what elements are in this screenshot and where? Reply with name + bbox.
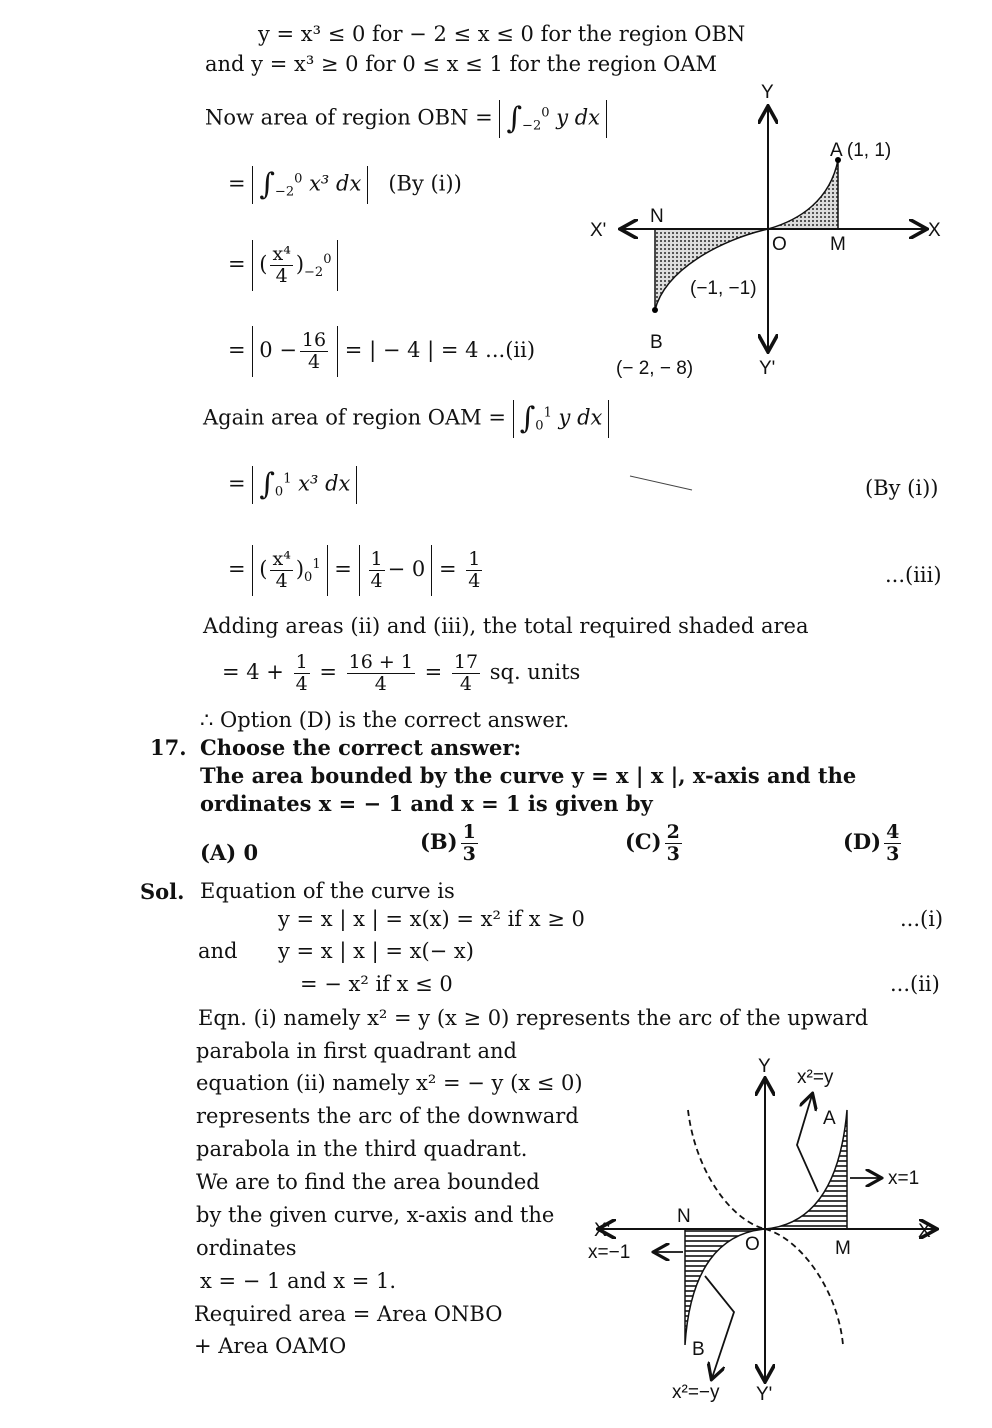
- term: 0 −: [259, 337, 297, 362]
- adding-text: Adding areas (ii) and (iii), the total required shaded area: [203, 614, 809, 638]
- term: = 4 +: [222, 659, 284, 684]
- total-area: = 4 + $\frac{1}{4}$ = $\frac{16 + 1}{4}$ = $\frac{17}{4}$ sq. units: [222, 651, 581, 695]
- numerator: 17: [453, 651, 479, 673]
- integrand: x³ dx: [309, 171, 362, 196]
- label-y-prime: Y': [759, 358, 776, 379]
- label-x-eq-neg1: x=−1: [588, 1242, 631, 1263]
- label-up-parabola: x²=y: [797, 1067, 834, 1088]
- abs-bracket: ( $\frac{\text{x⁴}}{4}$ )$_0^1$: [252, 545, 327, 596]
- abs-bracket: ( $\frac{\text{x⁴}}{4}$ )$_{-2}^0$: [252, 240, 338, 291]
- units: sq. units: [489, 659, 581, 684]
- point-b: [652, 307, 658, 313]
- label-n: N: [677, 1206, 691, 1227]
- label-x-prime: X': [590, 220, 607, 241]
- sol-label: Sol.: [140, 879, 185, 904]
- label-y: Y: [758, 1056, 771, 1077]
- tag-iii: ...(iii): [885, 563, 942, 587]
- label-y: Y: [761, 82, 774, 103]
- question-heading: Choose the correct answer:: [200, 735, 522, 760]
- para-line: parabola in first quadrant and: [196, 1039, 517, 1063]
- label-a: A: [823, 1108, 836, 1129]
- denominator: 4: [275, 264, 288, 287]
- upper-limit: 0: [294, 171, 303, 187]
- integrand: y dx: [558, 405, 603, 430]
- numerator: 2: [666, 821, 680, 843]
- equation-1: y = x | x | = x(x) = x² if x ≥ 0: [278, 907, 585, 931]
- option-label: (C): [625, 828, 662, 854]
- step-1: = $\int_{-2}^0$ x³ dx (By (i)): [228, 167, 462, 202]
- upper-limit: 1: [283, 471, 292, 487]
- region-obn-condition: y = x³ ≤ 0 for − 2 ≤ x ≤ 0 for the region OBN: [258, 22, 746, 46]
- lower-limit: −2: [274, 184, 295, 200]
- and-word: and: [198, 939, 238, 963]
- step-4: = $\int_0^1$ x³ dx: [228, 466, 357, 504]
- denominator: 3: [462, 842, 476, 865]
- denominator: 4: [374, 672, 387, 695]
- para-line: + Area OAMO: [194, 1334, 347, 1358]
- figure-cubic: [590, 82, 941, 379]
- integrand: y dx: [556, 105, 601, 130]
- reference: (By (i)): [388, 171, 462, 196]
- numerator: 16 + 1: [348, 651, 413, 673]
- para-line: represents the arc of the downward: [196, 1104, 579, 1128]
- term: − 0: [387, 556, 426, 581]
- shaded-region-oam: [768, 160, 838, 229]
- region-oam-condition: and y = x³ ≥ 0 for 0 ≤ x ≤ 1 for the region OAM: [205, 52, 718, 76]
- denominator: 4: [295, 672, 308, 695]
- sol-intro: Equation of the curve is: [200, 879, 455, 903]
- para-line: x = − 1 and x = 1.: [200, 1269, 397, 1293]
- equation-2b: = − x² if x ≤ 0: [300, 972, 453, 996]
- abs-integral: $\int_0^1$ x³ dx: [252, 466, 357, 504]
- para-line: Eqn. (i) namely x² = y (x ≥ 0) represents the arc of the upward: [198, 1006, 869, 1030]
- numerator: 1: [468, 548, 481, 570]
- lower-limit: −2: [522, 118, 542, 134]
- upper-limit: 0: [323, 251, 332, 267]
- abs-integral: $\int_{-2}^0$ x³ dx: [252, 166, 368, 204]
- upper-limit: 0: [541, 105, 550, 121]
- label-m: M: [835, 1238, 851, 1259]
- numerator: x⁴: [272, 243, 291, 265]
- denominator: 4: [459, 672, 472, 695]
- question-text-1: The area bounded by the curve y = x | x |, x-axis and the: [200, 763, 857, 788]
- conclusion: ∴ Option (D) is the correct answer.: [200, 708, 570, 732]
- numerator: 4: [886, 821, 900, 843]
- abs-integral: $\int_0^1$ y dx: [513, 400, 610, 438]
- integrand: x³ dx: [298, 471, 351, 496]
- label-y-prime: Y': [756, 1384, 773, 1405]
- step-3: = 0 − $\frac{16}{4}$ = | − 4 | = 4 ...(ii): [228, 326, 535, 377]
- reference-by-i: (By (i)): [865, 476, 939, 500]
- pointer-down-parabola: [705, 1276, 734, 1378]
- abs-integral: $\int_{-2}^0$ y dx: [499, 100, 607, 138]
- lower-limit: 0: [304, 570, 313, 586]
- denominator: 4: [370, 569, 383, 592]
- denominator: 3: [886, 842, 900, 865]
- label-n: N: [650, 206, 664, 227]
- label-down-parabola: x²=−y: [672, 1382, 720, 1403]
- upper-limit: 1: [312, 556, 321, 572]
- lower-limit: 0: [274, 484, 284, 500]
- tag-ii: ...(ii): [890, 972, 940, 996]
- numerator: 1: [370, 548, 383, 570]
- step-5: = ( $\frac{\text{x⁴}}{4}$ )$_0^1$ = $\frac{1}{4}$ − 0 = $\frac{1}{4}$: [228, 545, 485, 596]
- dashed-parabola-left: [688, 1110, 765, 1229]
- numerator: 1: [462, 821, 476, 843]
- figure-parabolas: [588, 1056, 935, 1405]
- denominator: 4: [275, 569, 288, 592]
- label-x: X: [928, 220, 941, 241]
- denominator: 4: [468, 569, 481, 592]
- label-o: O: [772, 234, 787, 255]
- para-line: Required area = Area ONBO: [194, 1302, 503, 1326]
- option-label: (A): [200, 840, 237, 865]
- label-x-prime: X': [594, 1220, 611, 1241]
- label-x: X: [918, 1221, 931, 1242]
- numerator: x⁴: [272, 548, 291, 570]
- stray-mark: [630, 476, 692, 490]
- question-number: 17.: [150, 735, 187, 760]
- option-label: (D): [843, 828, 882, 854]
- denominator: 3: [666, 842, 680, 865]
- para-line: parabola in the third quadrant.: [196, 1137, 528, 1161]
- label: Again area of region OAM =: [203, 405, 506, 430]
- option-value: 0: [243, 840, 259, 865]
- step-2: = ( $\frac{\text{x⁴}}{4}$ )$_{-2}^0$: [228, 240, 338, 291]
- para-line: by the given curve, x-axis and the: [196, 1203, 555, 1227]
- label-b-coord: (− 2, − 8): [616, 358, 694, 379]
- numerator: 1: [295, 651, 308, 673]
- equation-2a: y = x | x | = x(− x): [278, 939, 474, 963]
- para-line: We are to find the area bounded: [196, 1170, 540, 1194]
- tag-i: ...(i): [900, 907, 944, 931]
- option-label: (B): [420, 828, 458, 854]
- para-line: equation (ii) namely x² = − y (x ≤ 0): [196, 1071, 583, 1095]
- lower-limit: −2: [304, 265, 324, 281]
- label: Now area of region OBN =: [205, 105, 493, 130]
- para-line: ordinates: [196, 1236, 297, 1260]
- label-b: B: [692, 1339, 705, 1360]
- numerator: 16: [301, 329, 327, 351]
- dashed-parabola-right: [765, 1229, 843, 1345]
- label-o: O: [745, 1234, 760, 1255]
- denominator: 4: [307, 350, 321, 373]
- label-a: A (1, 1): [830, 140, 892, 161]
- lower-limit: 0: [535, 418, 544, 434]
- pointer-up-parabola: [797, 1095, 818, 1192]
- label-m: M: [830, 234, 846, 255]
- upper-limit: 1: [543, 405, 552, 421]
- label-mid-point: (−1, −1): [690, 278, 757, 299]
- question-text-2: ordinates x = − 1 and x = 1 is given by: [200, 791, 653, 816]
- label-b: B: [650, 332, 663, 353]
- result: = | − 4 | = 4 ...(ii): [344, 337, 536, 362]
- label-x-eq-1: x=1: [888, 1168, 920, 1189]
